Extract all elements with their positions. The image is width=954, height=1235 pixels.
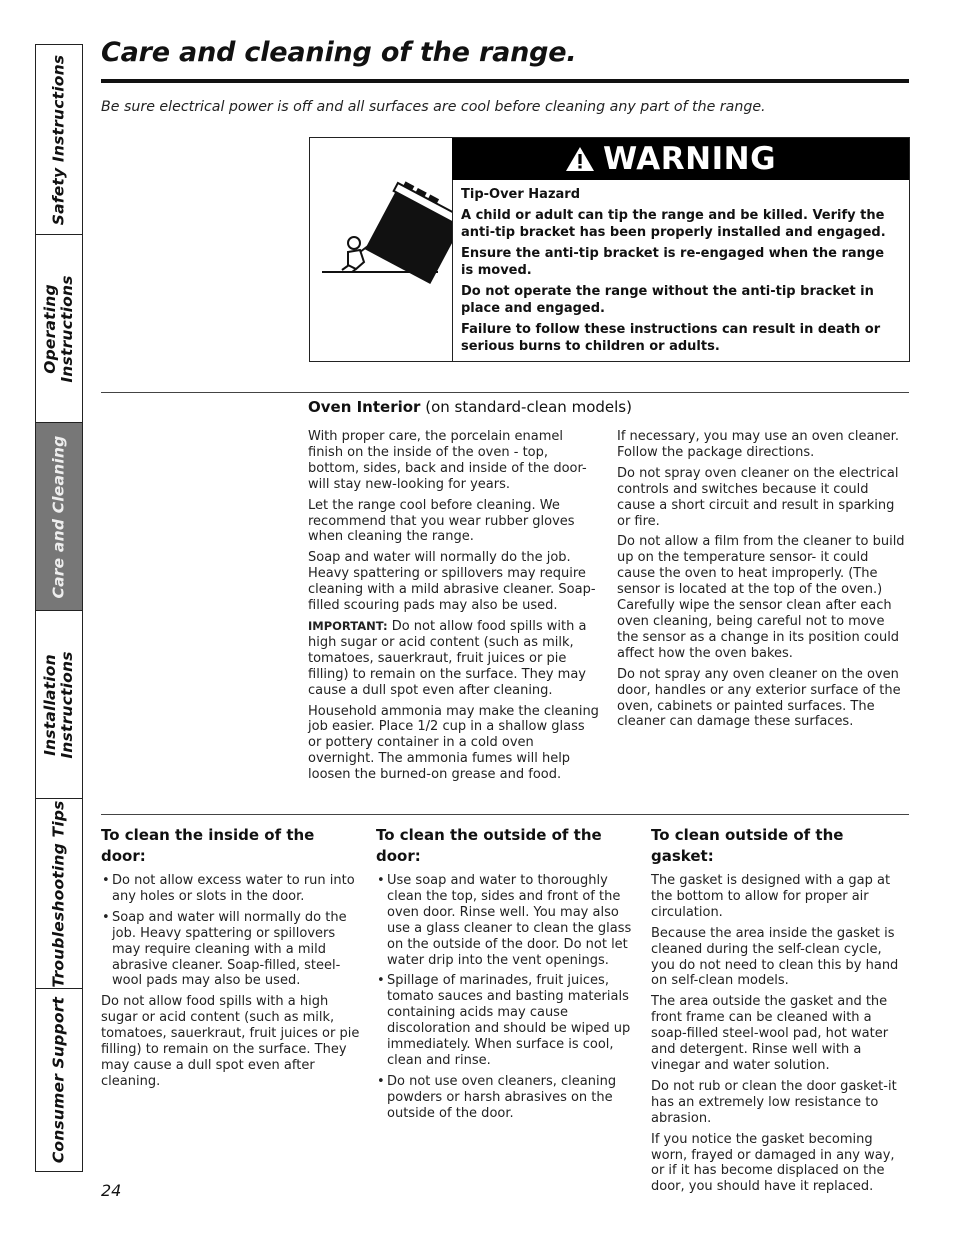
list-item: • Use soap and water to thoroughly clean the top, sides and front of the oven door. Rinse well. You may also use a glass cleaner to clean the glass on the outside of the door. Do not let water drip into the vent openings. <box>376 873 632 968</box>
paragraph: Household ammonia may make the cleaning job easier. Place 1/2 cup in a shallow glass or pottery container in a cold oven overnight. The ammonia fumes will help loosen the burned-on grease and food. <box>308 703 599 783</box>
paragraph: Do not spray oven cleaner on the electrical controls and switches because it could cause a short circuit and result in sparking or fire. <box>617 465 899 529</box>
list-item: • Do not allow excess water to run into any holes or slots in the door. <box>101 873 363 905</box>
page-title: Care and cleaning of the range. <box>101 37 577 68</box>
paragraph: Soap and water will normally do the job. Heavy spattering or spillovers may require cleaning with a mild abrasive cleaner. Soap-filled scouring pads may also be used. <box>308 550 596 614</box>
tab-troubleshooting-tips[interactable] <box>36 799 82 989</box>
paragraph: The gasket is designed with a gap at the bottom to allow for proper air circulation. <box>651 873 891 920</box>
tab-label: Safety Instructions <box>49 54 68 225</box>
tab-label: Care and Cleaning <box>49 435 68 598</box>
door-inside-column <box>101 825 363 1095</box>
paragraph: Do not allow food spills with a high sugar or acid content (such as milk, tomatoes, sauerkraut, fruit juices or pie filling) to remain on the surface. They may cause a dull spot even after cleaning. <box>101 994 360 1089</box>
oven-interior-left-column <box>308 429 600 788</box>
paragraph: If necessary, you may use an oven cleaner. Follow the package directions. <box>617 429 899 460</box>
warning-header <box>452 138 909 180</box>
warning-line: Do not operate the range without the anti-tip bracket in place and engaged. <box>461 284 874 316</box>
door-outside-column <box>376 825 632 1127</box>
paragraph: Do not spray any oven cleaner on the oven door, handles or any exterior surface of the oven, cabinets or painted surfaces. The cleaner can damage these surfaces. <box>617 666 901 730</box>
section-title-bold: Oven Interior <box>308 398 421 416</box>
warning-line: A child or adult can tip the range and be killed. Verify the anti-tip bracket has been properly installed and engaged. <box>461 208 886 240</box>
warning-label: WARNING <box>603 141 777 177</box>
page-number: 24 <box>101 1181 122 1200</box>
tab-consumer-support[interactable] <box>36 989 82 1171</box>
door-outside-title: To clean the outside of the door: <box>376 826 602 865</box>
important-text: Do not allow food spills with a high sugar or acid content (such as milk, tomatoes, sauerkraut, fruit juices or pie filling) to remain on the surface. They may cause a dull spot even after cleaning. <box>308 618 587 698</box>
hazard-title: Tip-Over Hazard <box>461 187 581 202</box>
tab-installation-instructions[interactable] <box>36 611 82 799</box>
door-inside-title: To clean the inside of the door: <box>101 826 315 865</box>
important-note <box>308 619 600 699</box>
paragraph: Do not allow a film from the cleaner to build up on the temperature sensor- it could cause the oven to heat improperly. (The sensor is located at the top of the oven.) Carefully wipe the sensor clean after each oven cleaning, being careful not to move the sensor as a change in its position could affect how the oven bakes. <box>617 534 905 661</box>
tab-label: Installation Instructions <box>41 650 76 759</box>
gasket-title: To clean outside of the gasket: <box>651 826 844 865</box>
section-title-note: (on standard-clean models) <box>420 398 632 416</box>
list-item: • Soap and water will normally do the job. Heavy spattering or spillovers may require cleaning with a mild abrasive cleaner. Soap-filled, steel-wool pads may also be used. <box>101 910 363 990</box>
paragraph: Do not rub or clean the door gasket-it has an extremely low resistance to abrasion. <box>651 1078 897 1126</box>
section-divider <box>101 814 909 815</box>
warning-line: Failure to follow these instructions can result in death or serious burns to children or adults. <box>461 322 881 354</box>
gasket-column <box>651 825 909 1200</box>
tipping-range-icon <box>310 138 452 361</box>
paragraph: If you notice the gasket becoming worn, frayed or damaged in any way, or if it has become displaced on the door, you should have it replaced. <box>651 1131 895 1195</box>
door-inside-list <box>101 873 363 989</box>
section-title-oven-interior <box>308 398 632 416</box>
oven-interior-right-column <box>617 429 909 735</box>
paragraph: Because the area inside the gasket is cleaned during the self-clean cycle, you do not need to clean this by hand on self-clean models. <box>651 925 899 989</box>
paragraph: Let the range cool before cleaning. We recommend that you wear rubber gloves when cleaning the range. <box>308 497 575 545</box>
paragraph: With proper care, the porcelain enamel finish on the inside of the oven - top, bottom, sides, back and inside of the door- will stay new-looking for years. <box>308 429 587 492</box>
tab-operating-instructions[interactable] <box>36 235 82 423</box>
list-item: • Do not use oven cleaners, cleaning powders or harsh abrasives on the outside of the door. <box>376 1074 632 1122</box>
list-item: • Spillage of marinades, fruit juices, tomato sauces and basting materials containing acids may cause discoloration and should be wiped up immediately. When surface is cool, clean and rinse. <box>376 973 632 1068</box>
tab-label: Operating Instructions <box>41 274 76 383</box>
warning-box <box>309 137 910 362</box>
section-divider <box>101 392 909 393</box>
warning-text <box>461 186 893 359</box>
section-tabs <box>35 44 83 1172</box>
tab-safety-instructions[interactable] <box>36 45 82 235</box>
tab-care-and-cleaning[interactable] <box>36 423 82 611</box>
important-label: IMPORTANT: <box>308 618 388 633</box>
tip-over-illustration <box>310 138 453 361</box>
warning-line: Ensure the anti-tip bracket is re-engaged when the range is moved. <box>461 246 885 278</box>
paragraph: The area outside the gasket and the front frame can be cleaned with a soap-filled steel-wool pad, hot water and detergent. Rinse well with a vinegar and water solution. <box>651 994 889 1073</box>
intro-text: Be sure electrical power is off and all surfaces are cool before cleaning any part of the range. <box>101 99 766 115</box>
tab-label: Troubleshooting Tips <box>49 799 68 988</box>
title-divider <box>101 79 909 83</box>
warning-triangle-icon <box>565 145 595 173</box>
tab-label: Consumer Support <box>49 996 68 1164</box>
door-outside-list <box>376 873 632 1122</box>
